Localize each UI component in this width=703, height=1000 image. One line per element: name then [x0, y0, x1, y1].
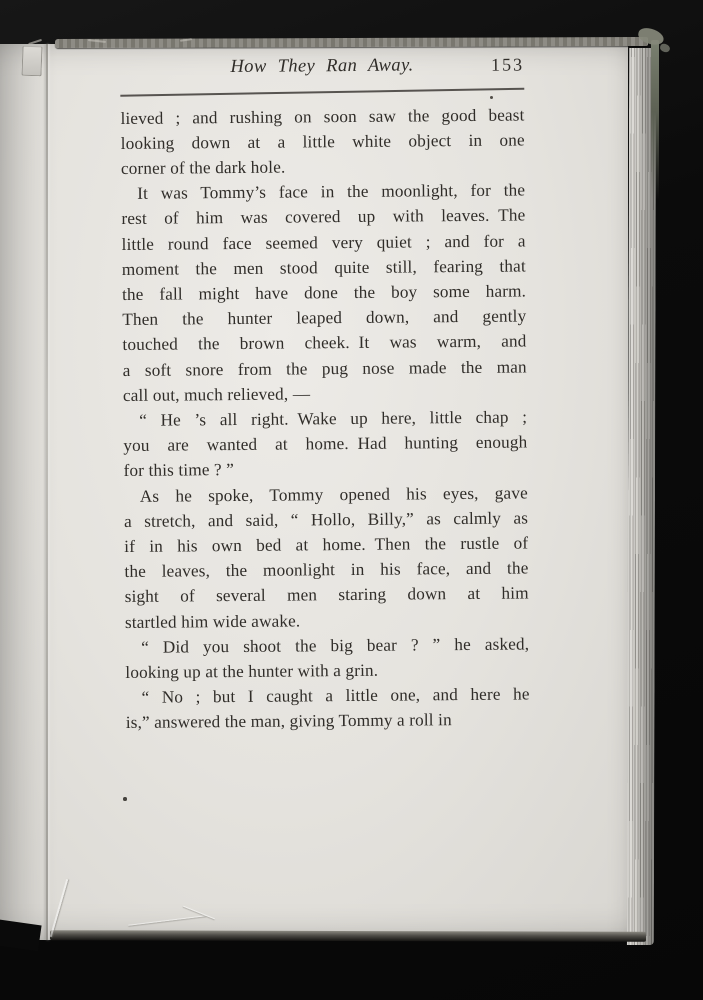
header-rule	[120, 88, 524, 97]
text-line: sight of several men staring down at him	[124, 583, 529, 607]
text-line: looking up at the hunter with a grin.	[125, 660, 379, 683]
page-corner-tab	[21, 46, 42, 77]
page-content	[120, 54, 530, 735]
text-line: “ Did you shoot the big bear ? ” he asked,	[141, 634, 530, 657]
text-line: if in his own bed at home. Then the rustle of	[124, 533, 529, 557]
text-line: touched the brown cheek. It was warm, and	[122, 331, 527, 355]
text-line: the leaves, the moonlight in his face, and the	[124, 558, 529, 582]
text-line: rest of him was covered up with leaves. The	[121, 205, 526, 229]
text-line: looking down at a little white object in one	[120, 130, 525, 153]
text-line: lieved ; and rushing on soon saw the good beast	[120, 105, 525, 128]
page-bottom-edge	[50, 930, 646, 942]
paper-speck	[123, 797, 127, 801]
text-line: Then the hunter leaped down, and gently	[122, 306, 527, 330]
gutter-crease	[46, 44, 48, 940]
book-cover-right-edge	[651, 40, 659, 200]
text-line: a soft snore from the pug nose made the man	[122, 357, 527, 380]
text-line: “ No ; but I caught a little one, and here he	[141, 684, 530, 708]
body-text	[120, 102, 529, 736]
text-line: for this time ? ”	[123, 460, 235, 481]
text-line: is,” answered the man, giving Tommy a roll in	[125, 710, 452, 733]
spine-shadow	[0, 44, 64, 940]
text-line: “ He ’s all right. Wake up here, little chap ;	[139, 407, 528, 430]
text-line: little round face seemed very quiet ; and for a	[121, 231, 526, 254]
text-line: startled him wide awake.	[124, 611, 301, 632]
text-line: It was Tommy’s face in the moonlight, for the	[137, 180, 526, 204]
text-line: you are wanted at home. Had hunting enough	[123, 432, 528, 456]
text-line: moment the men stood quite still, fearing that	[121, 256, 526, 279]
text-line: call out, much relieved, —	[122, 384, 311, 405]
frayed-corner	[659, 43, 671, 53]
text-line: a stretch, and said, “ Hollo, Billy,” as calmly as	[123, 508, 529, 531]
text-line: corner of the dark hole.	[120, 157, 286, 178]
text-line: the fall might have done the boy some harm.	[121, 281, 527, 305]
page-number: 153	[490, 54, 525, 75]
text-line: As he spoke, Tommy opened his eyes, gave	[139, 483, 528, 506]
page-header	[120, 54, 524, 82]
running-title: How They Ran Away.	[230, 55, 414, 78]
bottom-left-corner-shadow	[0, 919, 42, 951]
